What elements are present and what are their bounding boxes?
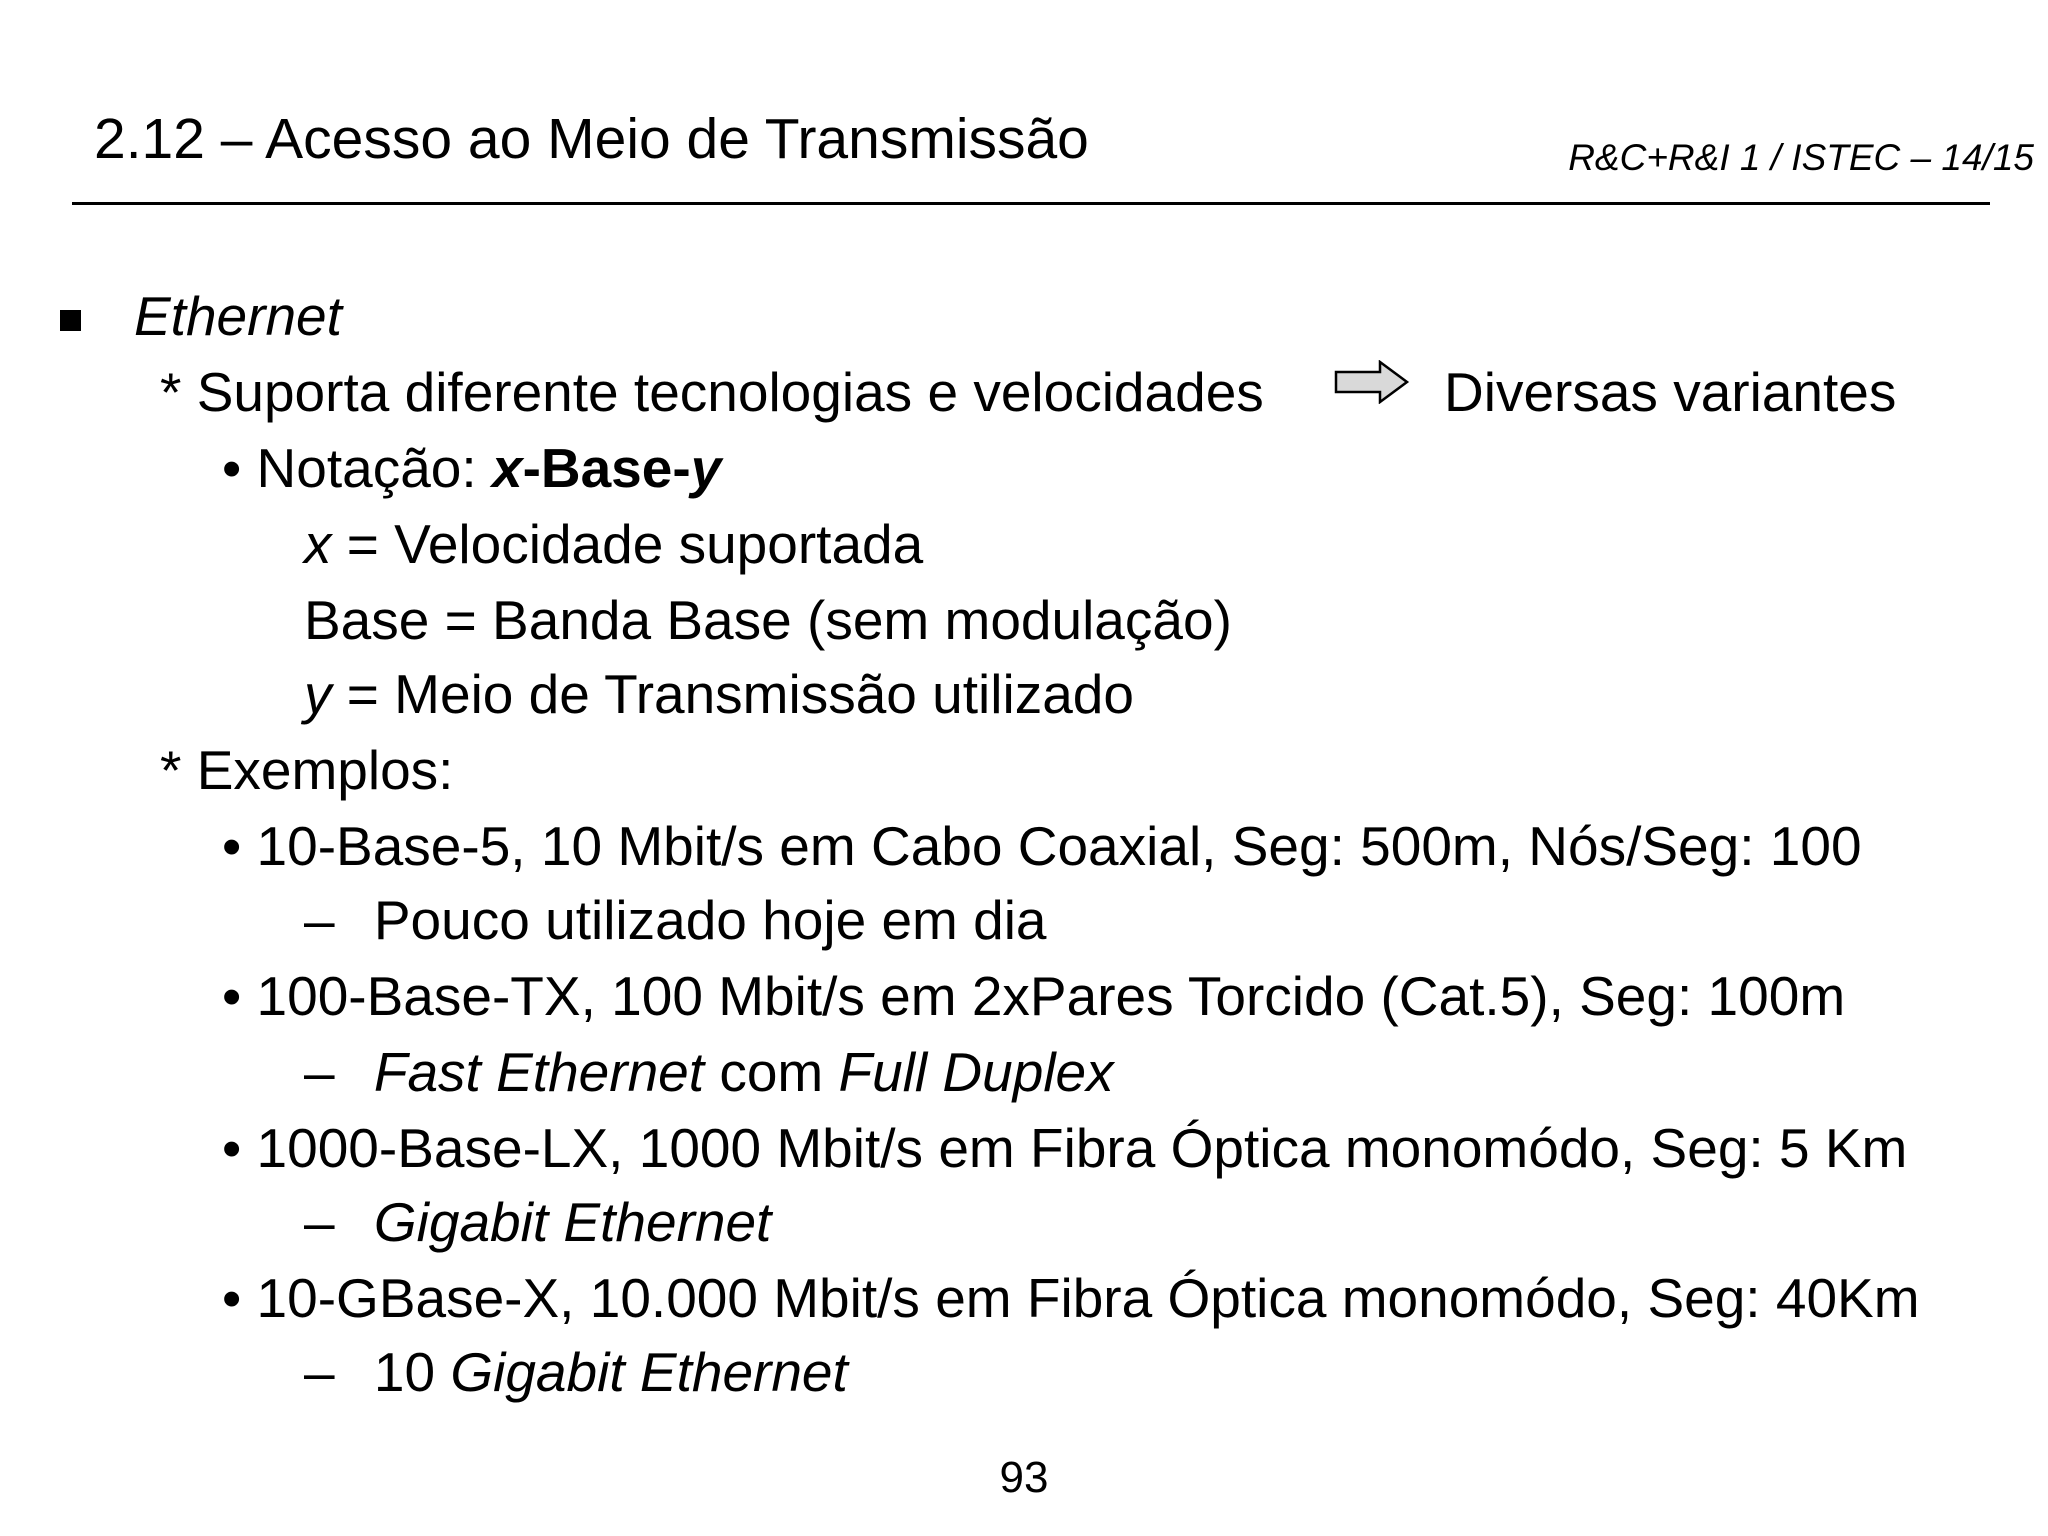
example-note <box>304 1340 848 1404</box>
notation-bullet: • <box>222 437 242 499</box>
example-bullet: • <box>222 965 242 1027</box>
notation-x: x <box>491 437 523 499</box>
support-result: Diversas variantes <box>1444 361 1897 423</box>
examples-star: * <box>160 739 182 801</box>
example-note <box>304 888 1047 952</box>
example-note <box>304 1190 771 1254</box>
note-dash: – <box>304 1041 335 1103</box>
note-text-italic: Full Duplex <box>838 1041 1114 1103</box>
definition-y-var: y <box>304 663 332 725</box>
topic-heading <box>134 284 342 348</box>
note-text: Pouco utilizado hoje em dia <box>373 889 1047 951</box>
example-item <box>222 1266 1920 1330</box>
examples-heading <box>160 738 453 802</box>
example-text: 10-Base-5, 10 Mbit/s em Cabo Coaxial, Seg: 500m, Nós/Seg: 100 <box>256 815 1862 877</box>
definition-x-text: = Velocidade suportada <box>346 513 924 575</box>
examples-label: Exemplos: <box>196 739 454 801</box>
definition-base: Base = Banda Base (sem modulação) <box>304 589 1232 651</box>
note-text-italic: Gigabit Ethernet <box>373 1191 772 1253</box>
example-note <box>304 1040 1114 1104</box>
notation-label: Notação: <box>256 437 477 499</box>
slide-title: 2.12 – Acesso ao Meio de Transmissão <box>94 107 1089 171</box>
example-item <box>222 964 1845 1028</box>
note-text: 10 <box>373 1341 436 1403</box>
note-text: com <box>719 1041 824 1103</box>
example-text: 100-Base-TX, 100 Mbit/s em 2xPares Torcido (Cat.5), Seg: 100m <box>256 965 1846 1027</box>
notation-base: -Base- <box>522 437 691 499</box>
example-item <box>222 1116 1907 1180</box>
example-bullet: • <box>222 1267 242 1329</box>
definition-y <box>304 662 1134 726</box>
right-arrow-icon <box>1334 360 1410 404</box>
example-text: 10-GBase-X, 10.000 Mbit/s em Fibra Óptica monomódo, Seg: 40Km <box>256 1267 1920 1329</box>
topic-text: Ethernet <box>134 285 342 347</box>
note-text-italic: Fast Ethernet <box>373 1041 705 1103</box>
course-label: R&C+R&I 1 / ISTEC – 14/15 <box>1568 137 2034 178</box>
notation-line <box>222 436 721 500</box>
notation-y: y <box>690 437 722 499</box>
note-text-italic: Gigabit Ethernet <box>450 1341 848 1403</box>
support-line <box>160 360 1264 424</box>
example-bullet: • <box>222 1117 242 1179</box>
note-dash: – <box>304 889 335 951</box>
definition-x-var: x <box>304 513 332 575</box>
support-star: * <box>160 361 182 423</box>
header-divider <box>72 202 1990 205</box>
page-number: 93 <box>999 1453 1049 1502</box>
note-dash: – <box>304 1191 335 1253</box>
example-item <box>222 814 1862 878</box>
note-dash: – <box>304 1341 335 1403</box>
definition-y-text: = Meio de Transmissão utilizado <box>346 663 1134 725</box>
square-bullet-icon <box>60 310 81 331</box>
definition-x <box>304 512 923 576</box>
example-text: 1000-Base-LX, 1000 Mbit/s em Fibra Óptica monomódo, Seg: 5 Km <box>256 1117 1908 1179</box>
support-text: Suporta diferente tecnologias e velocidades <box>196 361 1264 423</box>
example-bullet: • <box>222 815 242 877</box>
